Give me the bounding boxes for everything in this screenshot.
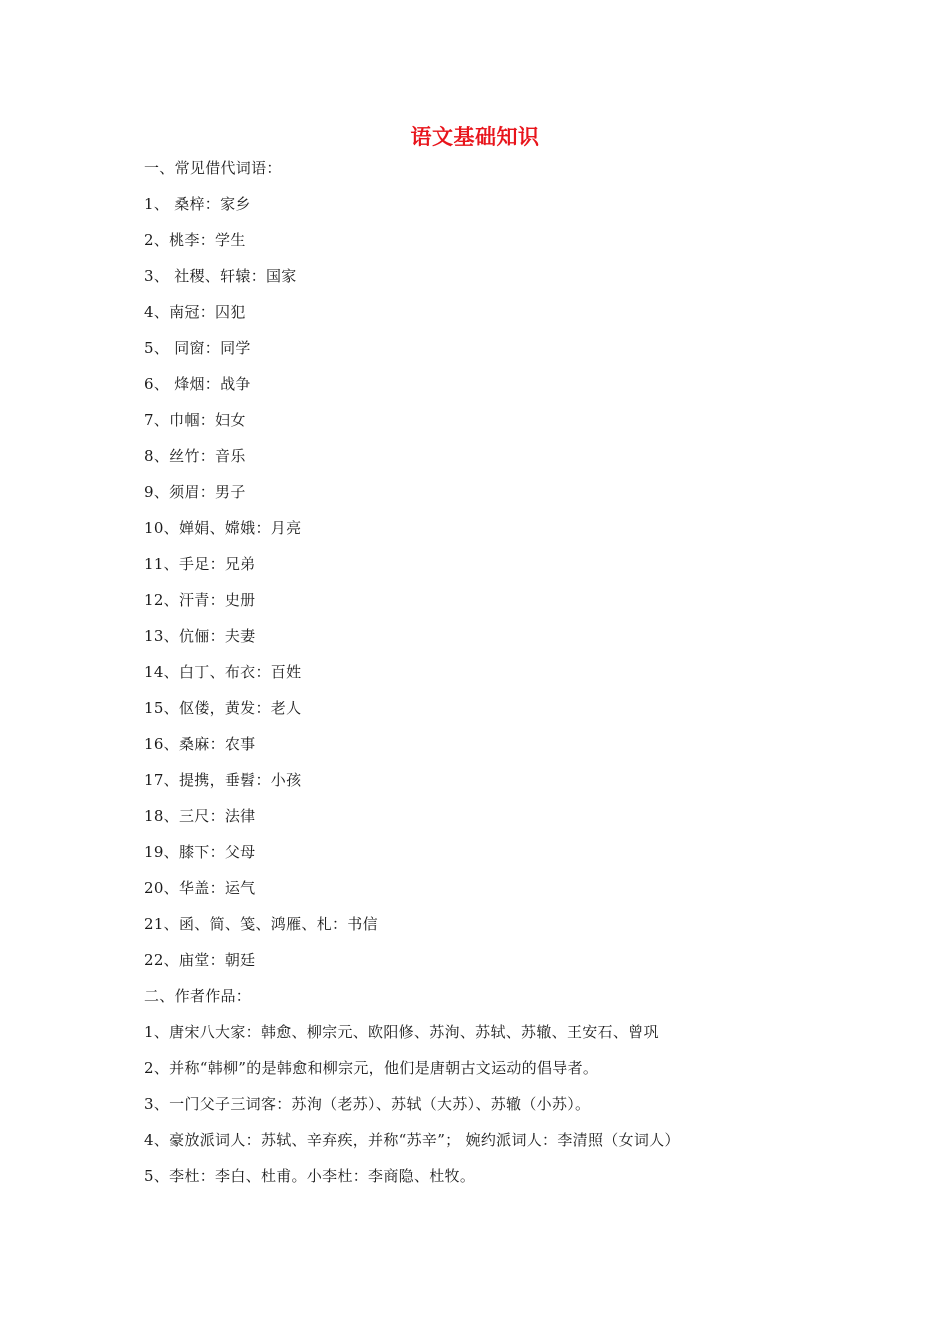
list-item: 7、巾帼：妇女: [144, 411, 246, 429]
list-item: 11、手足：兄弟: [144, 555, 256, 573]
list-item: 20、华盖：运气: [144, 879, 256, 897]
list-item: 4、南冠：囚犯: [144, 303, 246, 321]
list-item: 16、桑麻：农事: [144, 735, 256, 753]
list-item: 2、桃李：学生: [144, 231, 246, 249]
list-item: 22、庙堂：朝廷: [144, 951, 256, 969]
list-item: 17、提携，垂髫：小孩: [144, 771, 302, 789]
list-item: 5、李杜：李白、杜甫。小李杜：李商隐、杜牧。: [144, 1167, 476, 1185]
list-item: 12、汗青：史册: [144, 591, 256, 609]
section-heading-authors: 二、作者作品：: [144, 987, 252, 1005]
list-item: 10、婵娟、嫦娥：月亮: [144, 519, 302, 537]
list-item: 1、唐宋八大家：韩愈、柳宗元、欧阳修、苏洵、苏轼、苏辙、王安石、曾巩: [144, 1023, 659, 1041]
list-item: 5、 同窗：同学: [144, 339, 251, 357]
list-item: 9、须眉：男子: [144, 483, 246, 501]
list-item: 2、并称“韩柳”的是韩愈和柳宗元，他们是唐朝古文运动的倡导者。: [144, 1059, 599, 1077]
list-item: 3、一门父子三词客：苏洵（老苏）、苏轼（大苏）、苏辙（小苏）。: [144, 1095, 591, 1113]
list-item: 1、 桑梓：家乡: [144, 195, 251, 213]
document-title: 语文基础知识: [410, 124, 540, 149]
list-item: 3、 社稷、轩辕：国家: [144, 267, 297, 285]
list-item: 15、伛偻，黄发：老人: [144, 699, 302, 717]
document-body: [144, 150, 864, 1194]
list-item: 4、豪放派词人：苏轼、辛弃疾，并称“苏辛”； 婉约派词人：李清照（女词人）: [144, 1131, 680, 1149]
list-item: 18、三尺：法律: [144, 807, 256, 825]
list-item: 19、膝下：父母: [144, 843, 256, 861]
list-item: 21、函、简、笺、鸿雁、札：书信: [144, 915, 378, 933]
list-item: 14、白丁、布衣：百姓: [144, 663, 302, 681]
list-item: 6、 烽烟：战争: [144, 375, 251, 393]
list-item: 13、伉俪：夫妻: [144, 627, 256, 645]
list-item: 8、丝竹：音乐: [144, 447, 246, 465]
section-heading-synecdoche: 一、常见借代词语：: [144, 159, 282, 177]
